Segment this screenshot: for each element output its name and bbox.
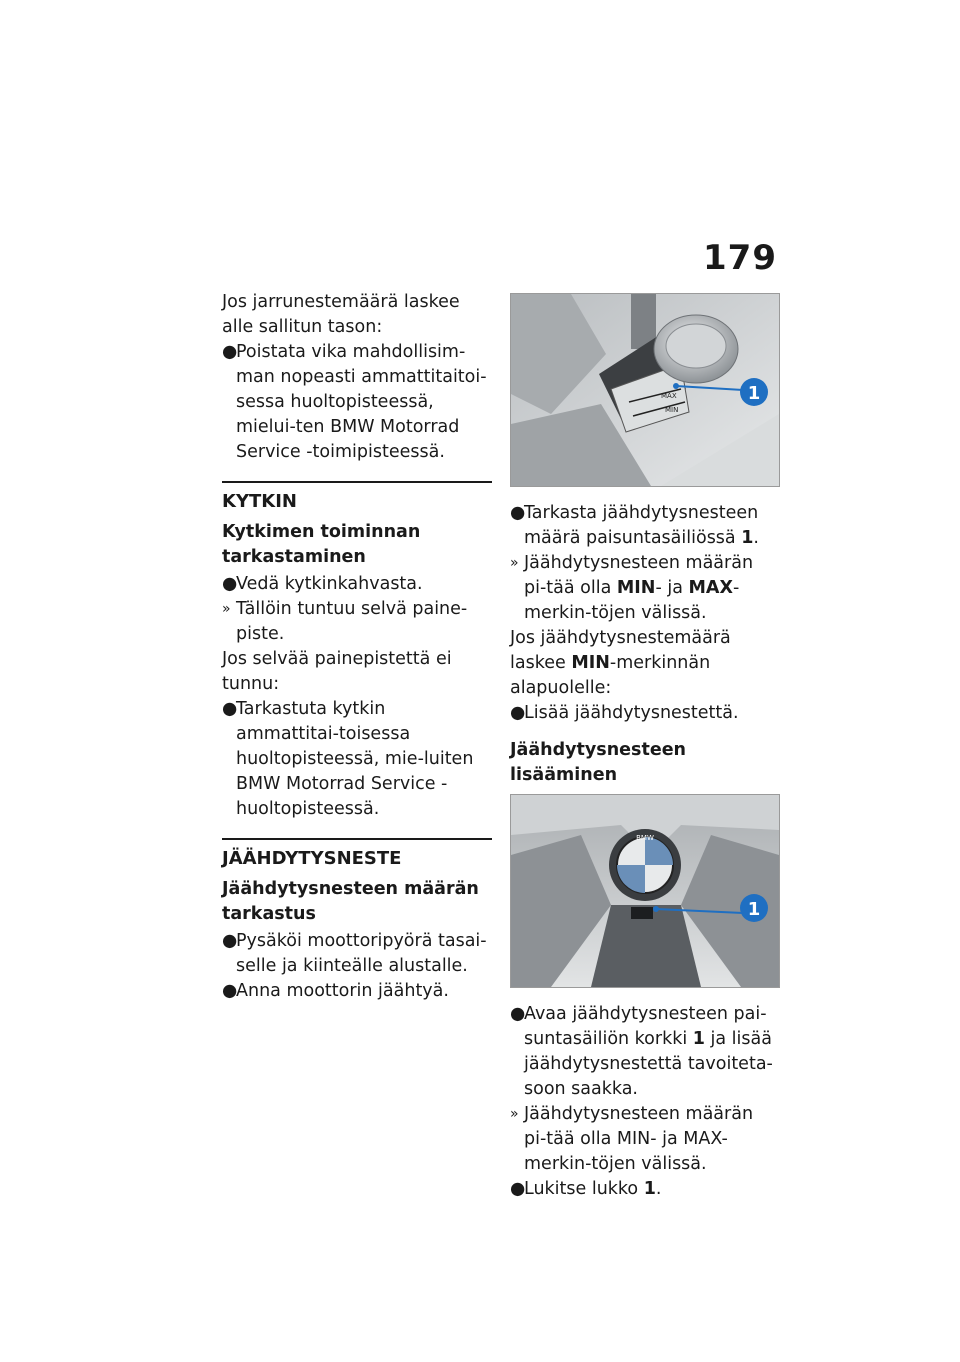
list-item [222,597,492,647]
list-item-text: Tarkastuta kytkin ammattitai-toisessa huoltopisteessä, mie-luiten BMW Motorrad Service -huoltopisteessä. [236,699,474,819]
list-item-text: Pysäköi moottoripyörä tasai-selle ja kiinteälle alustalle. [236,931,487,976]
coolant-condition: Jos jäähdytysnestemäärä laskee MIN-merkinnän alapuolelle: [510,628,731,698]
figure-expansion-tank [510,293,780,487]
list-item-text: Lukitse lukko 1. [524,1179,662,1199]
bullet-icon: ● [222,574,238,594]
bullet-icon: ● [510,1004,526,1024]
brake-intro: Jos jarrunestemäärä laskee alle sallitun tason: [222,292,460,337]
bullet-icon: ● [222,981,238,1001]
list-item-text: Jäähdytysnesteen määrän pi-tää olla MIN- ja MAX-merkin-töjen välissä. [524,553,754,623]
bullet-icon: ● [510,1179,526,1199]
subtitle-clutch-check: Kytkimen toiminnan tarkastaminen [222,522,421,567]
page-number: 179 [703,238,777,278]
min-label: MIN [665,406,679,414]
section-title-clutch: KYTKIN [222,491,297,512]
section-divider [222,838,492,1004]
list-item-text: Anna moottorin jäähtyä. [236,981,449,1001]
left-column [222,290,492,1004]
list-item [510,1002,780,1102]
bmw-logo-text: BMW [636,834,654,842]
list-item [222,929,492,979]
list-item [222,572,492,597]
right-column [510,293,780,1202]
subtitle-coolant-fill: Jäähdytysnesteen lisääminen [510,740,687,785]
list-item [222,340,492,465]
max-label: MAX [661,392,677,400]
list-item [510,551,780,626]
list-item-text: Tällöin tuntuu selvä paine-piste. [236,599,468,644]
list-item-text: Tarkasta jäähdytysnesteen määrä paisuntasäiliössä 1. [524,503,759,548]
list-item [510,701,780,726]
list-item-text: Jäähdytysnesteen määrän pi-tää olla MIN- ja MAX-merkin-töjen välissä. [524,1104,754,1174]
bullet-icon: ● [222,931,238,951]
bullet-icon: ● [510,503,526,523]
list-item [222,979,492,1004]
list-item-text: Avaa jäähdytysnesteen pai-suntasäiliön korkki 1 ja lisää jäähdytysnestettä tavoiteta-soon saakka. [524,1004,773,1099]
bullet-icon: ● [222,342,238,362]
list-item [510,1177,780,1202]
list-item [510,501,780,551]
section-divider [222,481,492,822]
list-item-text: Poistata vika mahdollisim-man nopeasti ammattitaitoi-sessa huoltopisteessä, mielui-ten BMW Motorrad Service -toimipisteessä. [236,342,487,462]
list-item-text: Lisää jäähdytysnestettä. [524,703,739,723]
result-arrow-icon: » [222,601,231,617]
list-item [510,1102,780,1177]
expansion-tank-illustration [511,294,779,486]
figure-filler-cap [510,794,780,988]
subtitle-coolant-check: Jäähdytysnesteen määrän tarkastus [222,879,479,924]
clutch-condition: Jos selvää painepistettä ei tunnu: [222,649,452,694]
list-item-text: Vedä kytkinkahvasta. [236,574,423,594]
result-arrow-icon: » [510,1106,519,1122]
section-title-coolant: JÄÄHDYTYSNESTE [222,848,402,869]
callout-1: 1 [747,383,761,404]
callout-1: 1 [747,899,761,920]
filler-cap-illustration [511,795,779,987]
list-item [222,697,492,822]
bullet-icon: ● [510,703,526,723]
result-arrow-icon: » [510,555,519,571]
bullet-icon: ● [222,699,238,719]
